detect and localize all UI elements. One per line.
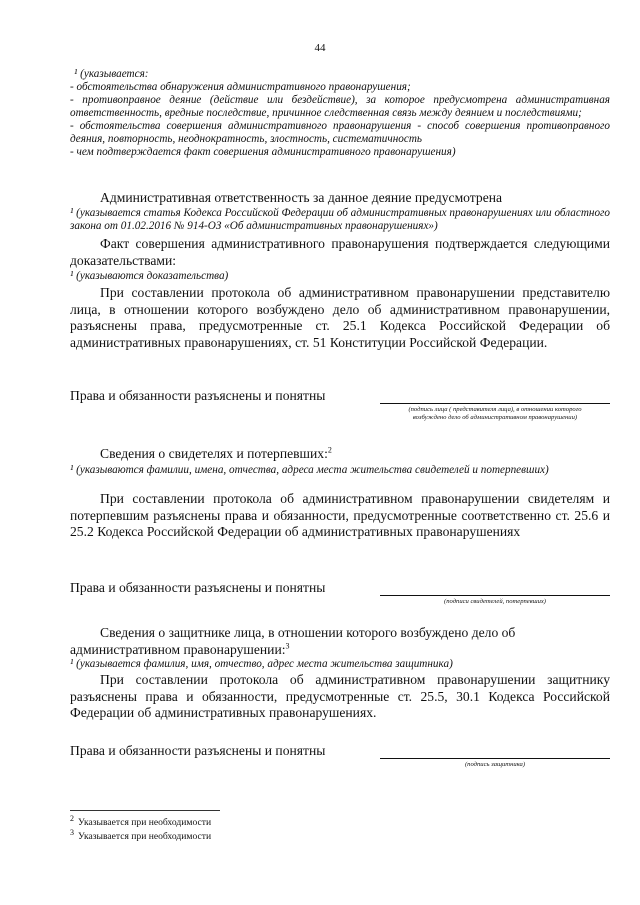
- instruction-line: - противоправное деяние (действие или бездействие), за которое предусмотрена административная ответственность, вредные последствие, причинное следственная связь между деянием и последствиями;: [70, 94, 610, 119]
- defender-heading-text: Сведения о защитнике лица, в отношении которого возбуждено дело об административном правонарушении:: [70, 625, 516, 657]
- witnesses-heading-text: Сведения о свидетелях и потерпевших:: [100, 446, 328, 461]
- defender-heading: [70, 625, 580, 658]
- sign2-caption: (подписи свидетелей, потерпевших): [444, 598, 546, 605]
- sign1-caption-line2: возбуждено дело об административном правонарушении): [412, 414, 578, 421]
- sign1-label: Права и обязанности разъяснены и понятны: [70, 388, 326, 403]
- sign3-line[interactable]: [380, 758, 610, 759]
- page-number: 44: [314, 42, 326, 54]
- footnote-text: Указывается при необходимости: [78, 831, 212, 842]
- sign1-caption-line1: (подпись лица ( представителя лица), в отношении которого: [408, 406, 582, 413]
- rights-paragraph: При составлении протокола об административном правонарушении представителю лица, в отношении которого возбуждено дело об административном правонарушении, разъяснены права, предусмотренные ст. 25.1 Кодекса Российской Федерации об административных правонарушениях, ст. 51 Конституции Российской Федерации.: [70, 285, 610, 350]
- footnote-separator: [70, 810, 220, 811]
- instruction-line: - обстоятельства совершения административного правонарушения - способ совершения противоправного деяния, повторность, неоднократность, злостность, систематичность: [70, 120, 610, 145]
- footnote-mark: 2: [70, 813, 74, 823]
- liability-note: ¹ (указывается статья Кодекса Российской Федерации об административных правонарушениях или областного закона от 01.02.2016 № 914-ОЗ «Об административных правонарушениях»): [70, 207, 610, 232]
- sign3-caption: (подпись защитника): [464, 761, 526, 768]
- footnote-2: [70, 813, 212, 829]
- sign3-label: Права и обязанности разъяснены и понятны: [70, 743, 326, 758]
- witnesses-note: ¹ (указываются фамилии, имена, отчества, адреса места жительства свидетелей и потерпевших): [70, 464, 549, 476]
- liability-text: Административная ответственность за данное деяние предусмотрена: [100, 190, 503, 205]
- evidence-text: [70, 236, 610, 269]
- evidence-note: ¹ (указываются доказательства): [70, 270, 229, 282]
- sign2-label: Права и обязанности разъяснены и понятны: [70, 580, 326, 595]
- instruction-line: ¹ (указывается:: [74, 68, 149, 80]
- evidence-text-content: Факт совершения административного правонарушения подтверждается следующими доказательствами:: [70, 236, 610, 268]
- defender-note: ¹ (указывается фамилия, имя, отчество, адрес места жительства защитника): [70, 658, 453, 670]
- sign2-line[interactable]: [380, 595, 610, 596]
- witnesses-paragraph: При составлении протокола об административном правонарушении свидетелям и потерпевшим разъяснены права и обязанности, предусмотренные соответственно ст. 25.6 и 25.2 Кодекса Российской Федерации об административных правонарушениях: [70, 491, 610, 539]
- sign1-line[interactable]: [380, 403, 610, 404]
- defender-paragraph: При составлении протокола об административном правонарушении защитнику разъяснены права и обязанности, предусмотренные ст. 25.5, 30.1 Кодекса Российской Федерации об административных правонарушениях.: [70, 672, 610, 720]
- footnote-ref-2: 2: [327, 445, 332, 455]
- instructions-block: [70, 68, 610, 159]
- footnote-3: [70, 827, 212, 843]
- sign1-caption: [372, 406, 618, 422]
- witnesses-heading: [100, 446, 332, 463]
- instruction-line: - чем подтверждается факт совершения административного правонарушения): [70, 146, 456, 158]
- instruction-line: - обстоятельства обнаружения административного правонарушения;: [70, 81, 411, 93]
- footnote-text: Указывается при необходимости: [78, 817, 212, 828]
- footnote-mark: 3: [70, 827, 74, 837]
- footnote-ref-3: 3: [285, 640, 290, 650]
